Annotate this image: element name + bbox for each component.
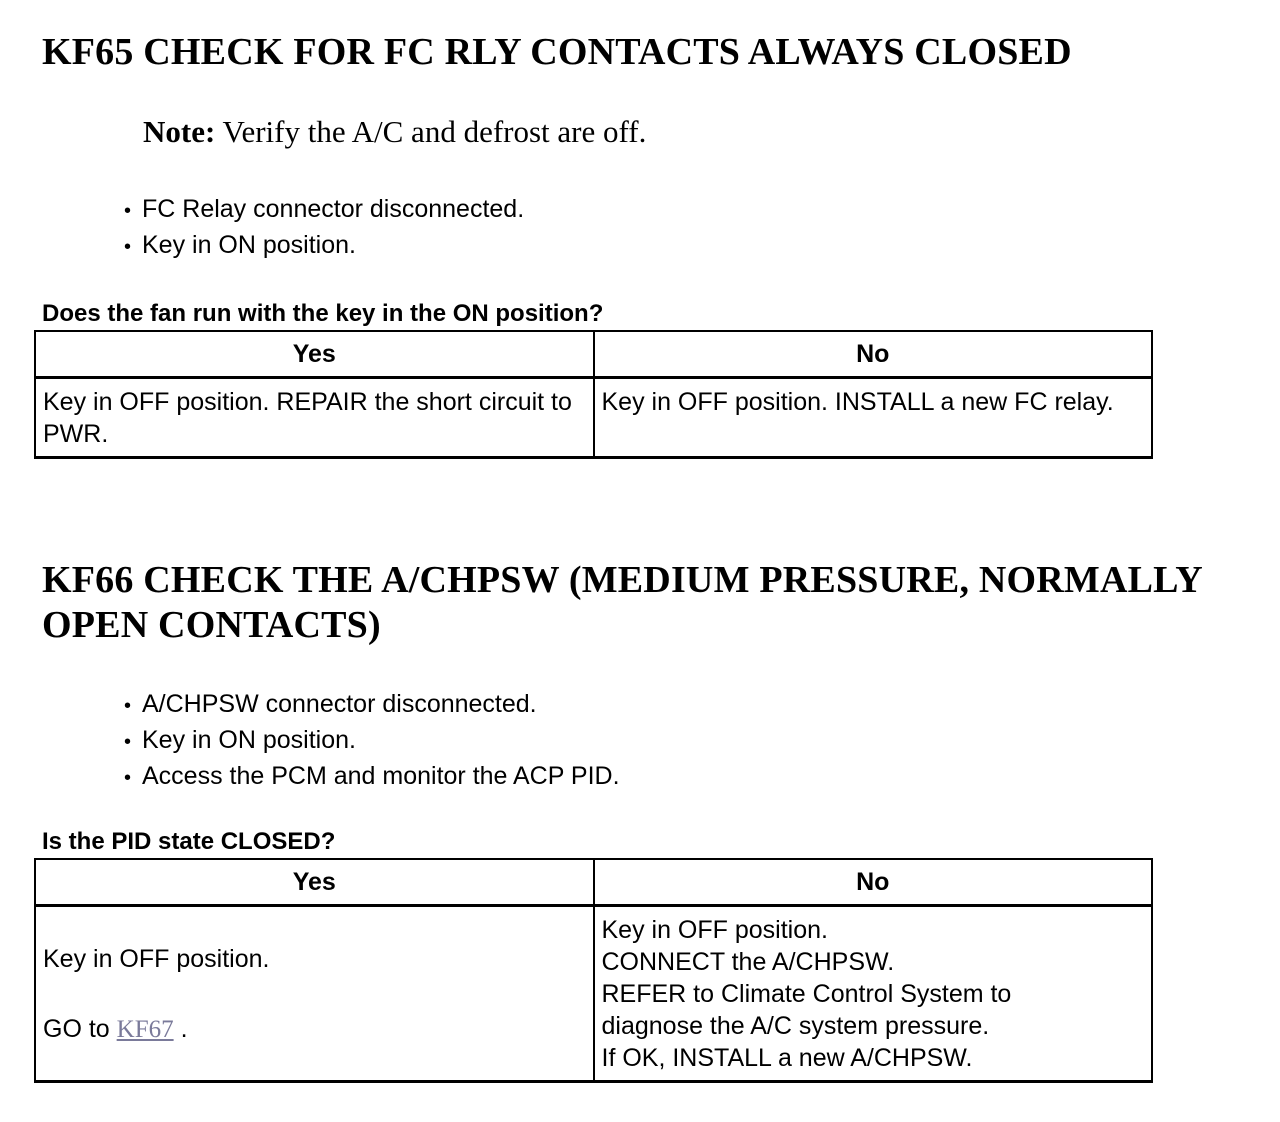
kf65-heading: KF65 CHECK FOR FC RLY CONTACTS ALWAYS CLOSED (42, 31, 1072, 73)
yes-line: Key in OFF position. (43, 944, 270, 973)
yes-header: Yes (35, 859, 594, 906)
kf66-heading (42, 558, 1203, 648)
kf67-link[interactable]: KF67 (116, 1015, 174, 1043)
goto-suffix: . (180, 1014, 188, 1043)
list-item: • Key in ON position. (124, 723, 620, 759)
note-text: Verify the A/C and defrost are off. (222, 114, 647, 149)
no-cell (594, 906, 1153, 1082)
kf65-note (143, 112, 646, 152)
list-item: • A/CHPSW connector disconnected. (124, 687, 620, 723)
yes-cell (35, 906, 594, 1082)
list-item: • Key in ON position. (124, 228, 524, 264)
kf65-question: Does the fan run with the key in the ON position? (42, 300, 604, 327)
no-line: CONNECT the A/CHPSW. (601, 948, 895, 976)
no-line: If OK, INSTALL a new A/CHPSW. (601, 1044, 973, 1072)
goto-row (43, 1013, 586, 1046)
kf66-bullet-list (124, 687, 620, 795)
table-row (35, 906, 1152, 1082)
goto-prefix: GO to (43, 1014, 110, 1043)
no-line: REFER to Climate Control System to (601, 980, 1012, 1008)
note-label: Note: (143, 114, 216, 149)
no-header: No (594, 331, 1153, 378)
kf65-answer-table (34, 330, 1153, 459)
yes-cell: Key in OFF position. REPAIR the short circuit to PWR. (35, 378, 594, 458)
yes-header: Yes (35, 331, 594, 378)
kf66-heading-line-2: OPEN CONTACTS) (42, 604, 381, 646)
kf66-heading-line-1: KF66 CHECK THE A/CHPSW (MEDIUM PRESSURE, NORMALLY (42, 559, 1203, 601)
no-cell: Key in OFF position. INSTALL a new FC relay. (594, 378, 1153, 458)
list-item: • Access the PCM and monitor the ACP PID. (124, 759, 620, 795)
no-line: diagnose the A/C system pressure. (601, 1012, 990, 1040)
kf66-answer-table (34, 858, 1153, 1083)
no-line: Key in OFF position. (601, 916, 828, 944)
list-item: • FC Relay connector disconnected. (124, 192, 524, 228)
table-row (35, 378, 1152, 458)
kf66-question: Is the PID state CLOSED? (42, 828, 336, 855)
table-header-row (35, 331, 1152, 378)
no-header: No (594, 859, 1153, 906)
table-header-row (35, 859, 1152, 906)
kf65-bullet-list (124, 192, 524, 264)
